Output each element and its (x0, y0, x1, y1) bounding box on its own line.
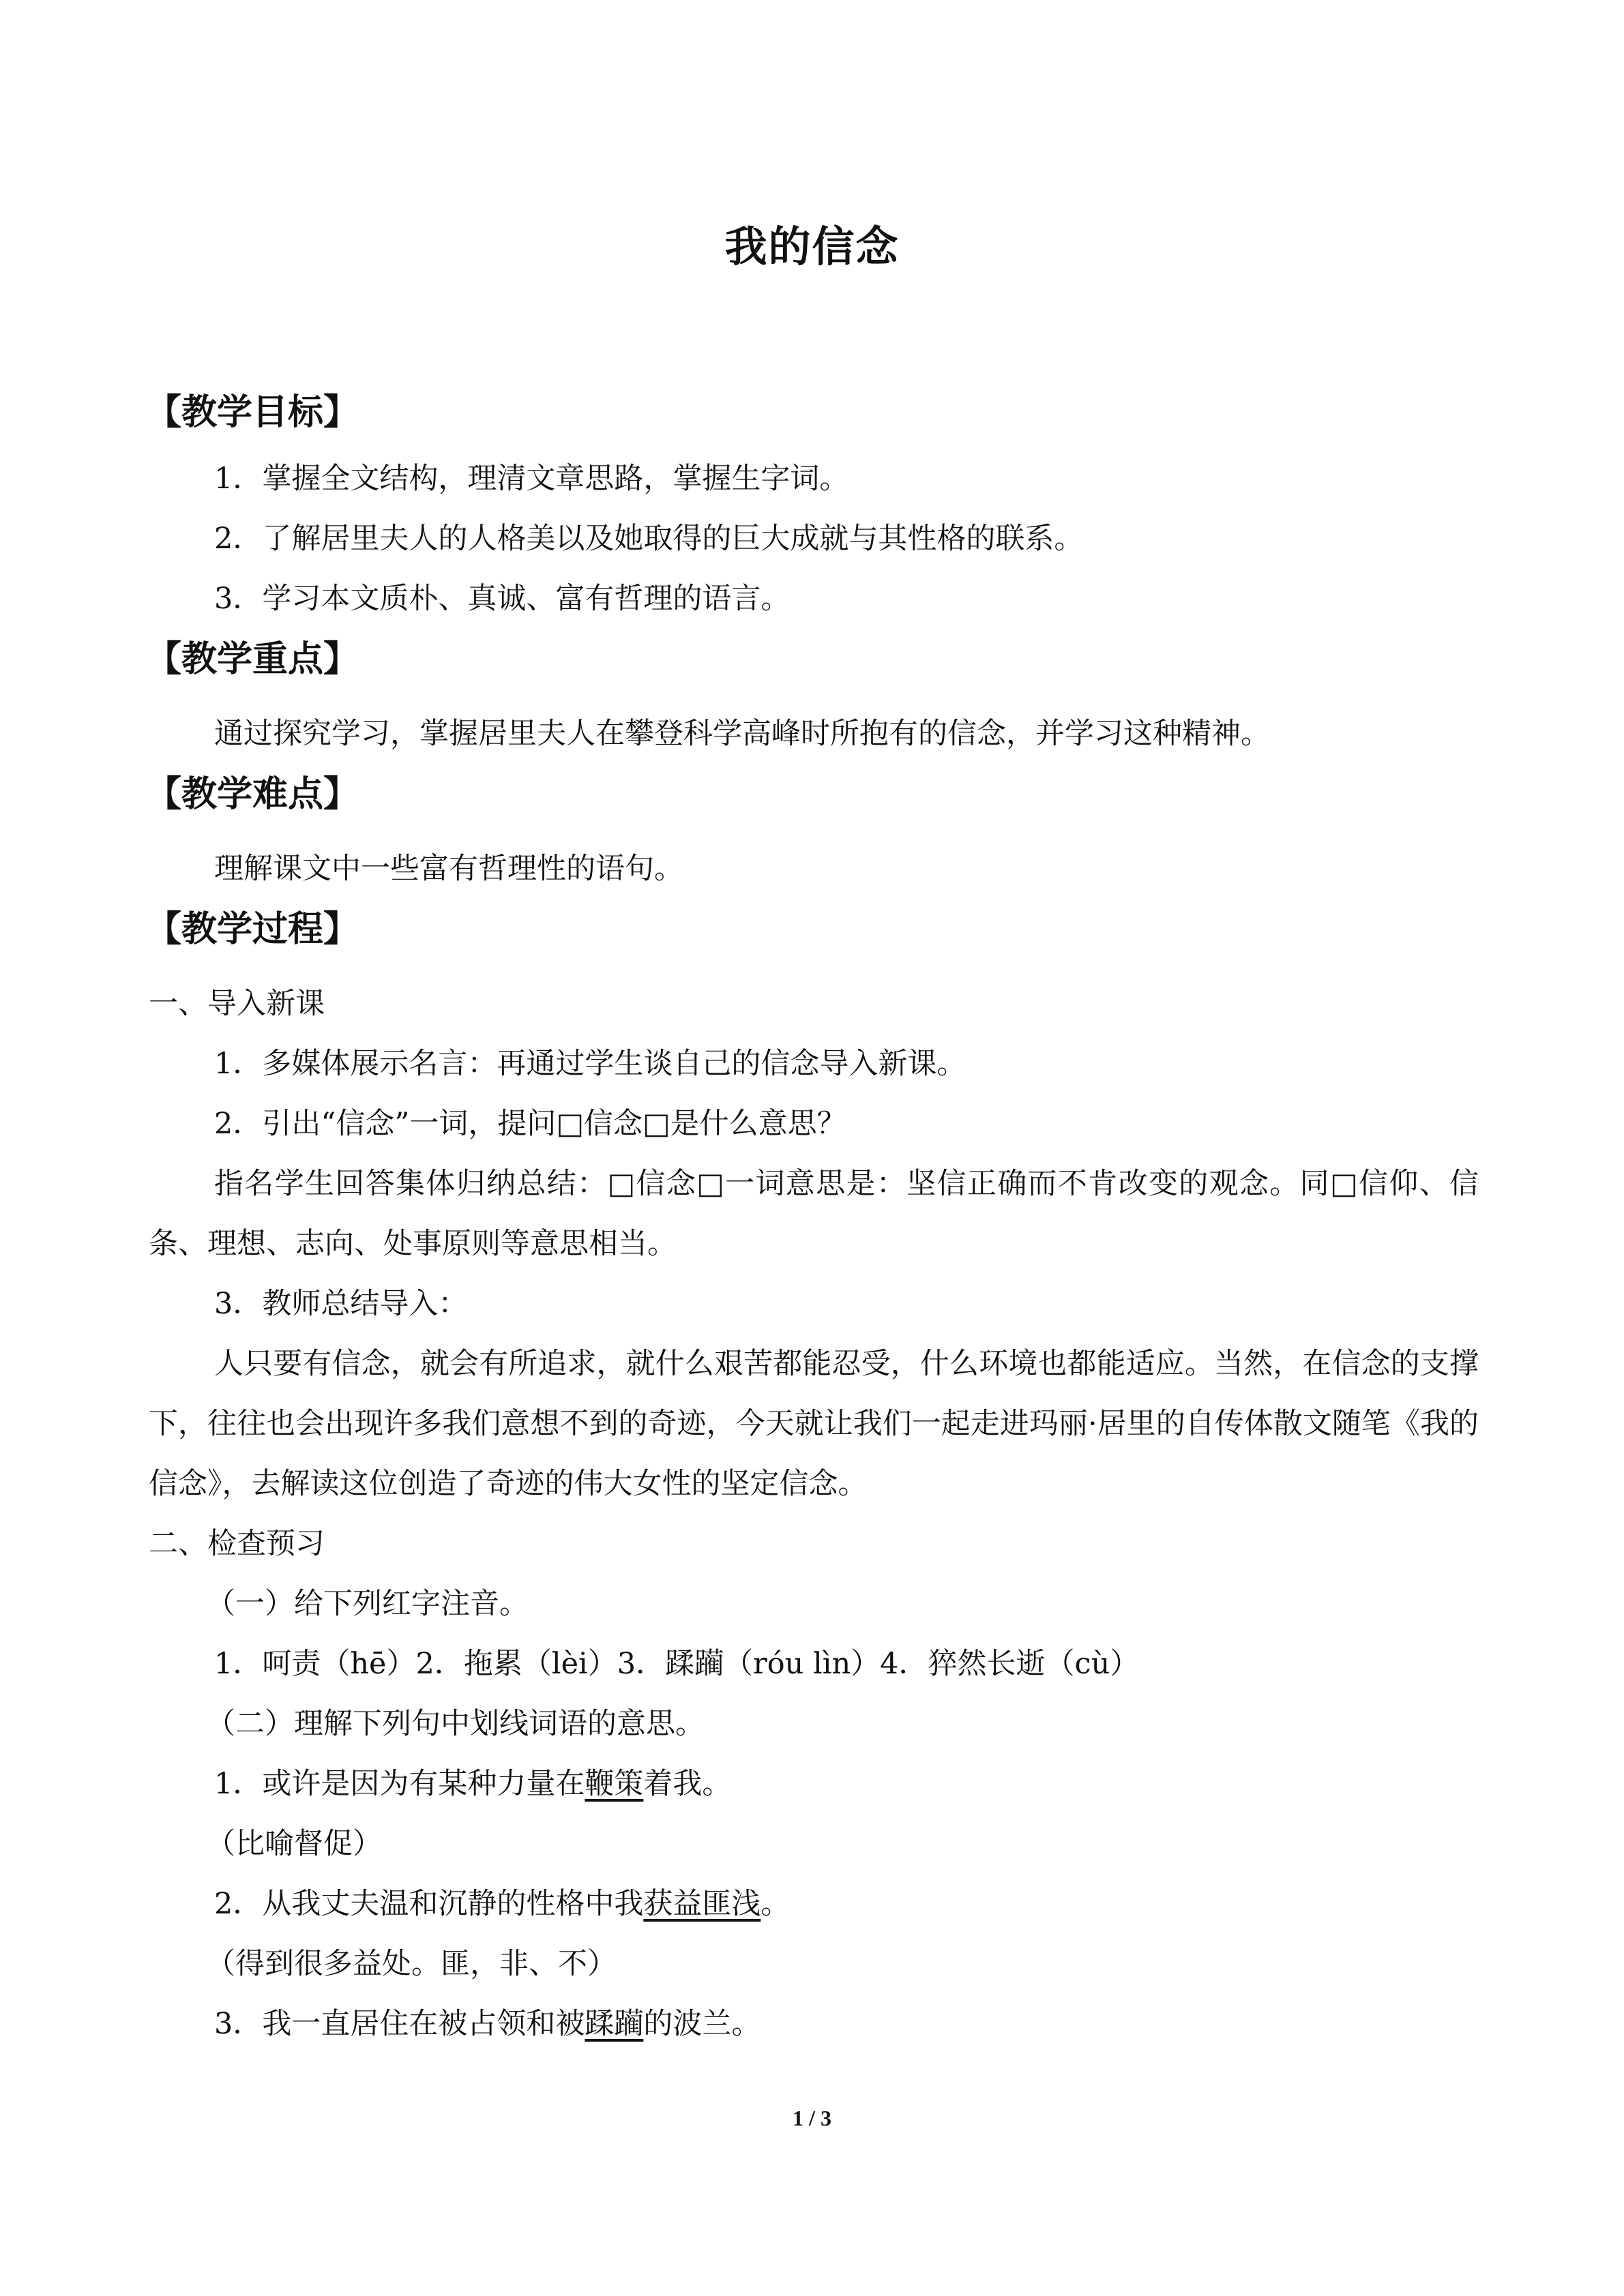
process-part2-title: 二、检查预习 (149, 1527, 325, 1561)
question-2 (149, 1874, 1479, 1934)
process-part1-title: 一、导入新课 (149, 987, 325, 1021)
heading-key-points: 【教学重点】 (146, 639, 359, 680)
process-sub2-title: （二）理解下列句中划线词语的意思。 (206, 1707, 705, 1741)
page-number: 1 / 3 (793, 2106, 831, 2130)
heading-objectives: 【教学目标】 (146, 392, 359, 433)
question-3-pre: 3．我一直居住在被占领和被 (214, 2007, 585, 2041)
difficulties-text: 理解课文中一些富有哲理性的语句。 (214, 852, 683, 886)
question-1 (149, 1754, 1479, 1814)
answer-1: （比喻督促） (206, 1827, 382, 1861)
key-points-text: 通过探究学习，掌握居里夫人在攀登科学高峰时所抱有的信念，并学习这种精神。 (214, 717, 1270, 751)
process-sub1-items: 1．呵责（hē）2．拖累（lèi）3．蹂躏（róu lìn）4．猝然长逝（cù） (214, 1647, 1140, 1681)
question-3-word: 蹂躏 (585, 2007, 644, 2041)
process-part1-item1: 1．多媒体展示名言：再通过学生谈自己的信念导入新课。 (214, 1047, 966, 1081)
heading-process: 【教学过程】 (146, 909, 359, 950)
answer-2: （得到很多益处。匪，非、不） (206, 1947, 617, 1981)
objective-item-3: 3．学习本文质朴、真诚、富有哲理的语言。 (214, 582, 791, 616)
question-1-post: 着我。 (643, 1767, 732, 1801)
question-1-pre: 1．或许是因为有某种力量在 (214, 1767, 585, 1801)
question-2-pre: 2．从我丈夫温和沉静的性格中我 (214, 1887, 644, 1921)
objective-item-2: 2．了解居里夫人的人格美以及她取得的巨大成就与其性格的联系。 (214, 522, 1084, 556)
process-part1-summary: 人只要有信念，就会有所追求，就什么艰苦都能忍受，什么环境也都能适应。当然，在信念的支撑下，往往也会出现许多我们意想不到的奇迹，今天就让我们一起走进玛丽·居里的自传体散文随笔《我的信念》，去解读这位创造了奇迹的伟大女性的坚定信念。 (149, 1347, 1479, 1501)
process-part1-answer: 指名学生回答集体归纳总结：□信念□一词意思是：坚信正确而不肯改变的观念。同□信仰、信条、理想、志向、处事原则等意思相当。 (149, 1167, 1479, 1261)
objective-item-1: 1．掌握全文结构，理清文章思路，掌握生字词。 (214, 462, 849, 496)
process-part1-item2: 2．引出“信念”一词，提问□信念□是什么意思？ (214, 1107, 846, 1141)
heading-difficulties: 【教学难点】 (146, 774, 359, 815)
document-body (146, 382, 1479, 2054)
process-part1-item3: 3．教师总结导入： (214, 1287, 468, 1321)
question-2-post: 。 (761, 1887, 791, 1921)
question-1-word: 鞭策 (585, 1767, 644, 1801)
process-sub1-title: （一）给下列红字注音。 (206, 1587, 529, 1621)
question-2-word: 获益匪浅 (643, 1887, 761, 1921)
page-title: 我的信念 (724, 222, 900, 271)
question-3-post: 的波兰。 (643, 2007, 761, 2041)
question-3 (149, 1994, 1479, 2054)
